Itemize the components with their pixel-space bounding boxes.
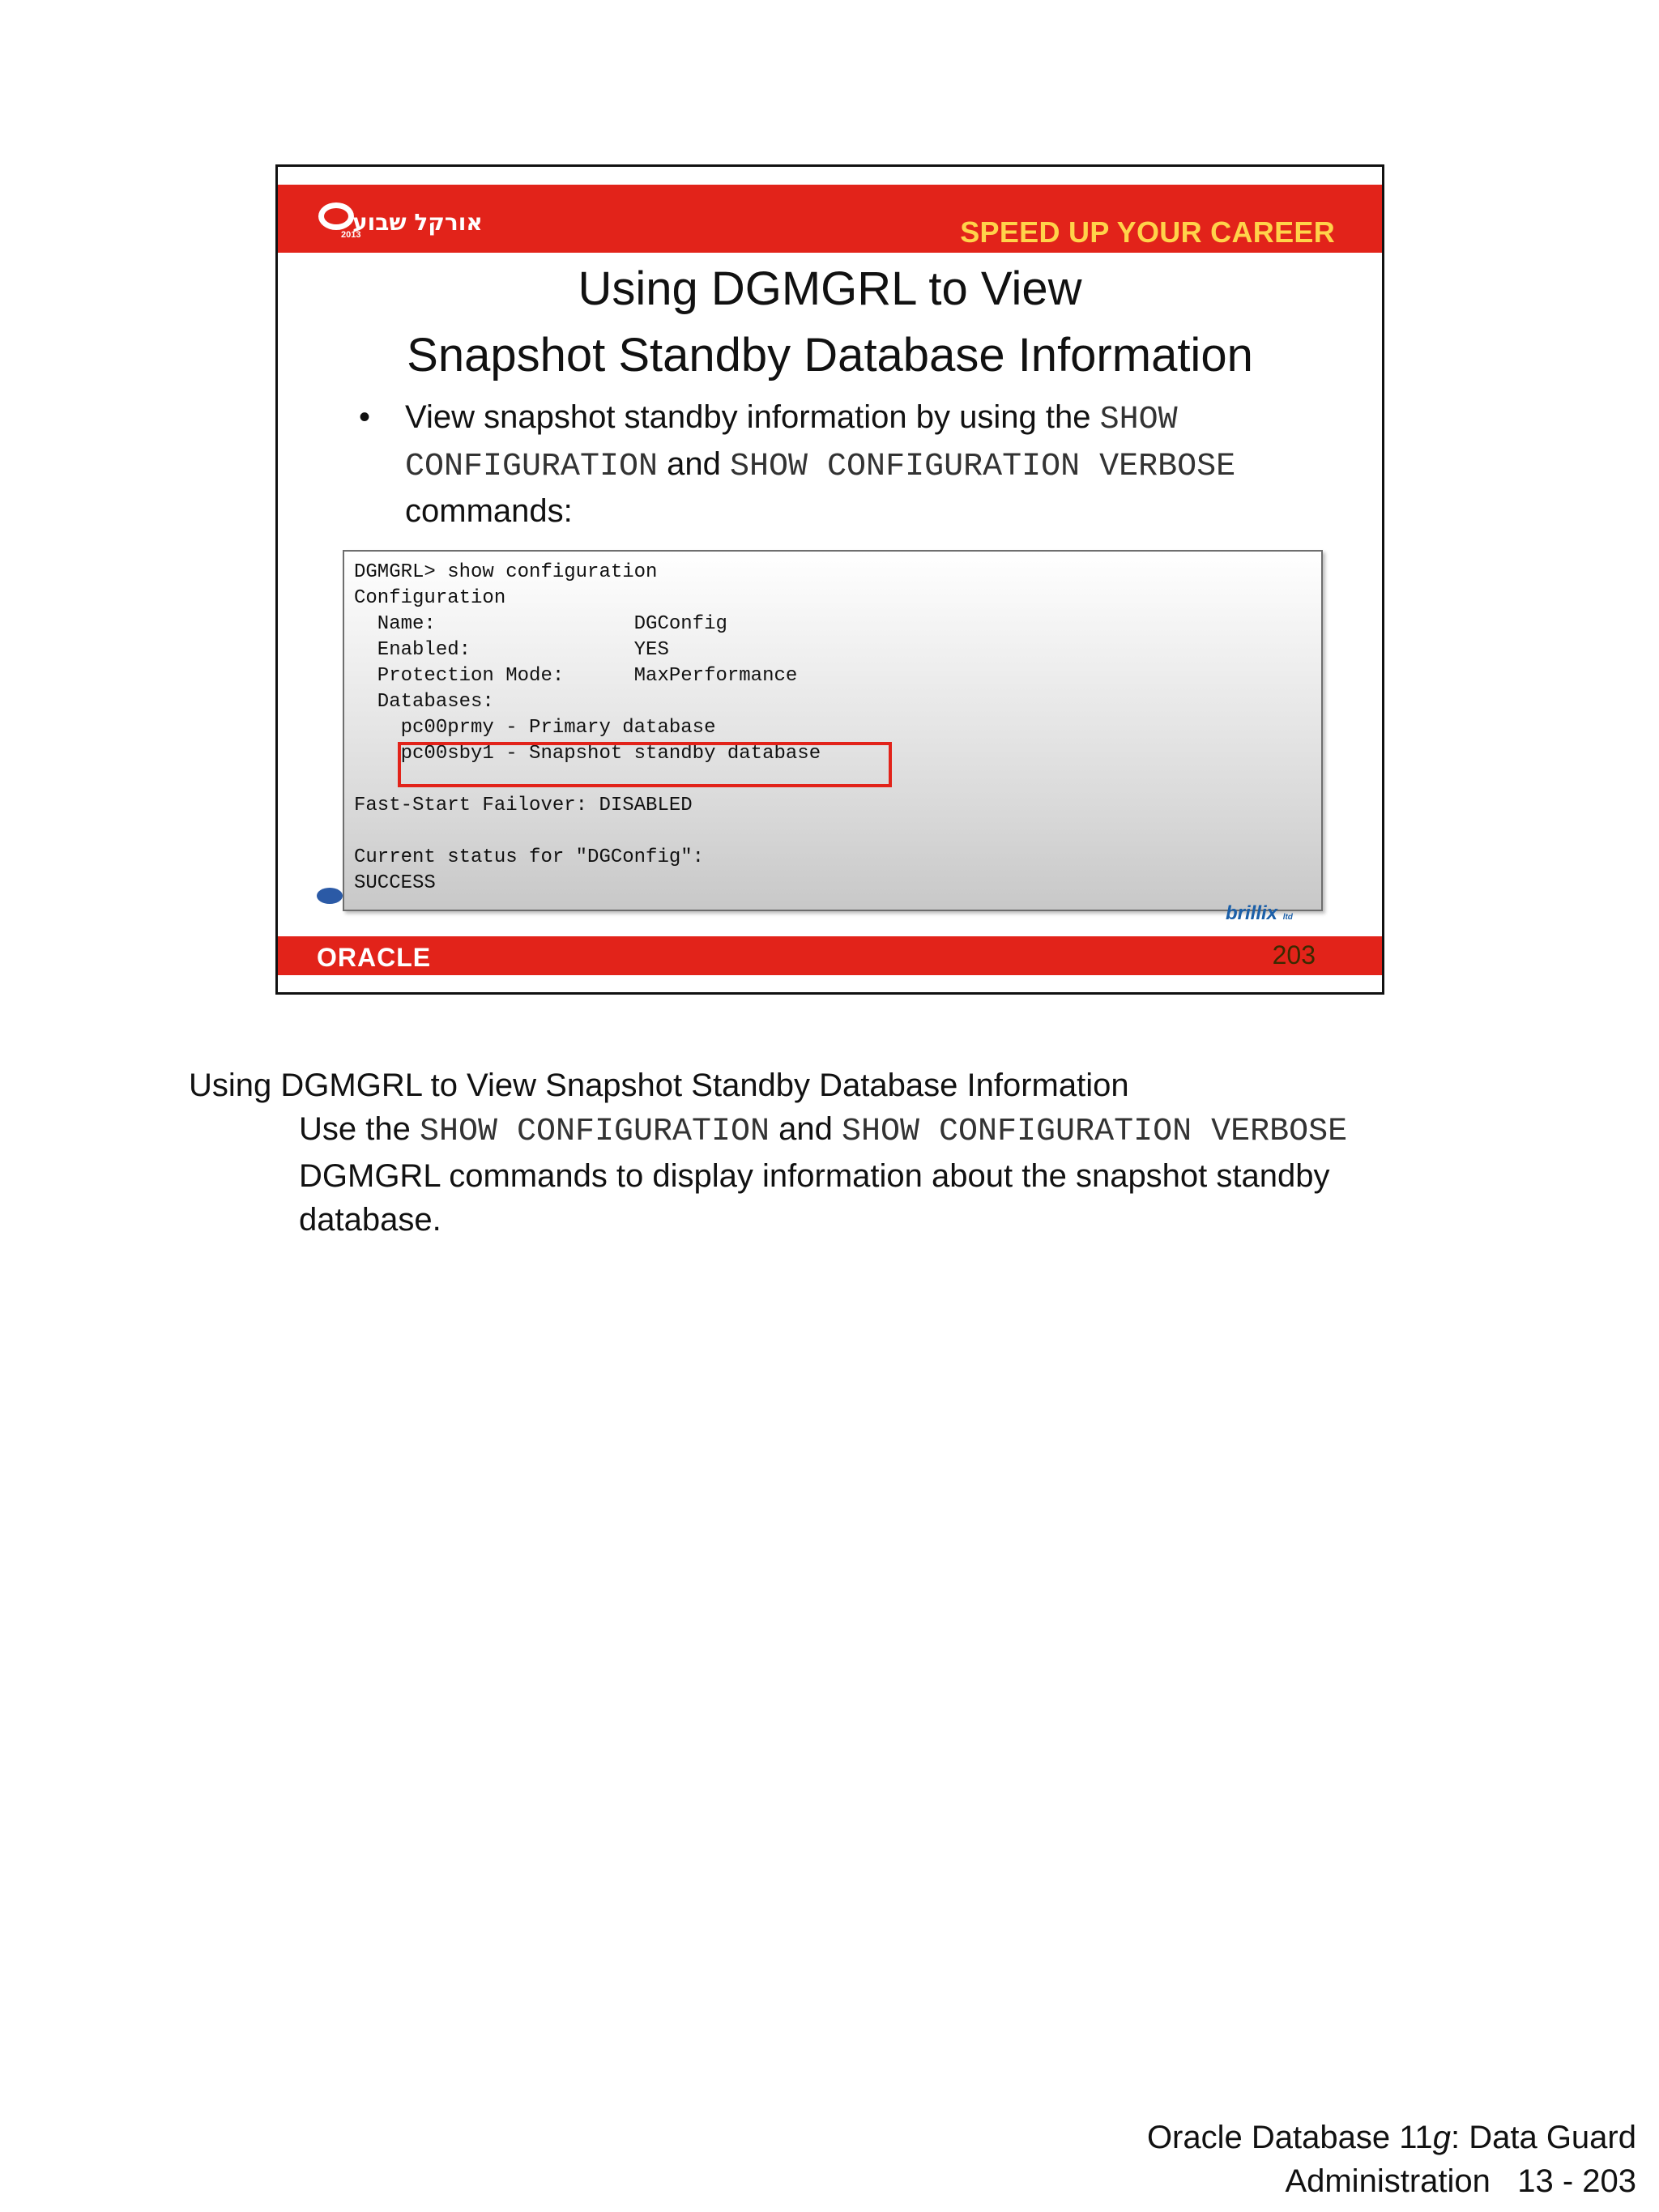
bullet-code-1: SHOW CONFIGURATION — [405, 402, 1178, 485]
event-logo — [318, 201, 483, 243]
notes-text-3: DGMGRL commands to display information about the snapshot standby database. — [299, 1158, 1330, 1238]
console-output — [343, 550, 1323, 911]
notes-body — [299, 1107, 1449, 1242]
console-line: pc00prmy - Primary database — [354, 717, 716, 739]
console-line: pc00sby1 - Snapshot standby database — [354, 743, 821, 765]
brillix-text: brillix — [1226, 902, 1278, 924]
slide-title-line1: Using DGMGRL to View — [578, 262, 1082, 315]
console-line: Protection Mode: MaxPerformance — [354, 665, 798, 687]
console-line: Fast-Start Failover: DISABLED — [354, 795, 693, 816]
bullet-dot-icon: • — [359, 399, 371, 435]
console-line: Name: DGConfig — [354, 613, 727, 635]
footer-line2: Administration 13 - 203 — [1285, 2163, 1636, 2199]
tagline: SPEED UP YOUR CAREER — [960, 215, 1335, 249]
oracle-logo: ORACLE — [317, 943, 432, 972]
bullet-text — [405, 395, 1280, 533]
highlight-box — [398, 742, 892, 787]
notes-text-1: Use the — [299, 1111, 420, 1147]
bullet-code-2: SHOW CONFIGURATION VERBOSE — [730, 449, 1236, 485]
footer-text-b: : Data Guard — [1450, 2120, 1636, 2155]
bullet-text-1: View snapshot standby information by using the — [405, 399, 1100, 435]
bullet-text-2: and — [658, 446, 731, 482]
footer-text-a: Oracle Database 11 — [1146, 2120, 1433, 2155]
console-line: Configuration — [354, 587, 506, 609]
slide-number: 203 — [1272, 940, 1316, 970]
console-line: Current status for "DGConfig": — [354, 846, 705, 868]
slide-title-line2: Snapshot Standby Database Information — [407, 329, 1253, 381]
brillix-logo — [1226, 902, 1293, 925]
notes-text-2: and — [770, 1111, 842, 1147]
page-footer — [1147, 2116, 1636, 2203]
logo-ring-icon — [318, 202, 354, 230]
notes-title: Using DGMGRL to View Snapshot Standby Database Information — [189, 1068, 1129, 1103]
top-banner — [278, 185, 1382, 253]
bottom-banner — [278, 936, 1382, 975]
console-line: Enabled: YES — [354, 639, 669, 661]
footer-line1 — [1147, 2116, 1636, 2159]
slide-title — [278, 256, 1382, 389]
brillix-sub: ltd — [1282, 913, 1293, 922]
logo-text: אורקל שבוע — [352, 209, 483, 236]
logo-year: 2013 — [341, 230, 361, 240]
console-line: DGMGRL> show configuration — [354, 561, 658, 583]
notes-code-1: SHOW CONFIGURATION — [419, 1114, 770, 1150]
console-line: Databases: — [354, 691, 494, 713]
bullet-text-3: commands: — [405, 493, 573, 529]
console-line: SUCCESS — [354, 872, 436, 894]
partner-logo-icon — [317, 888, 343, 904]
slide-image — [275, 164, 1384, 995]
notes-code-2: SHOW CONFIGURATION VERBOSE — [842, 1114, 1348, 1150]
footer-text-g: g — [1432, 2120, 1451, 2155]
